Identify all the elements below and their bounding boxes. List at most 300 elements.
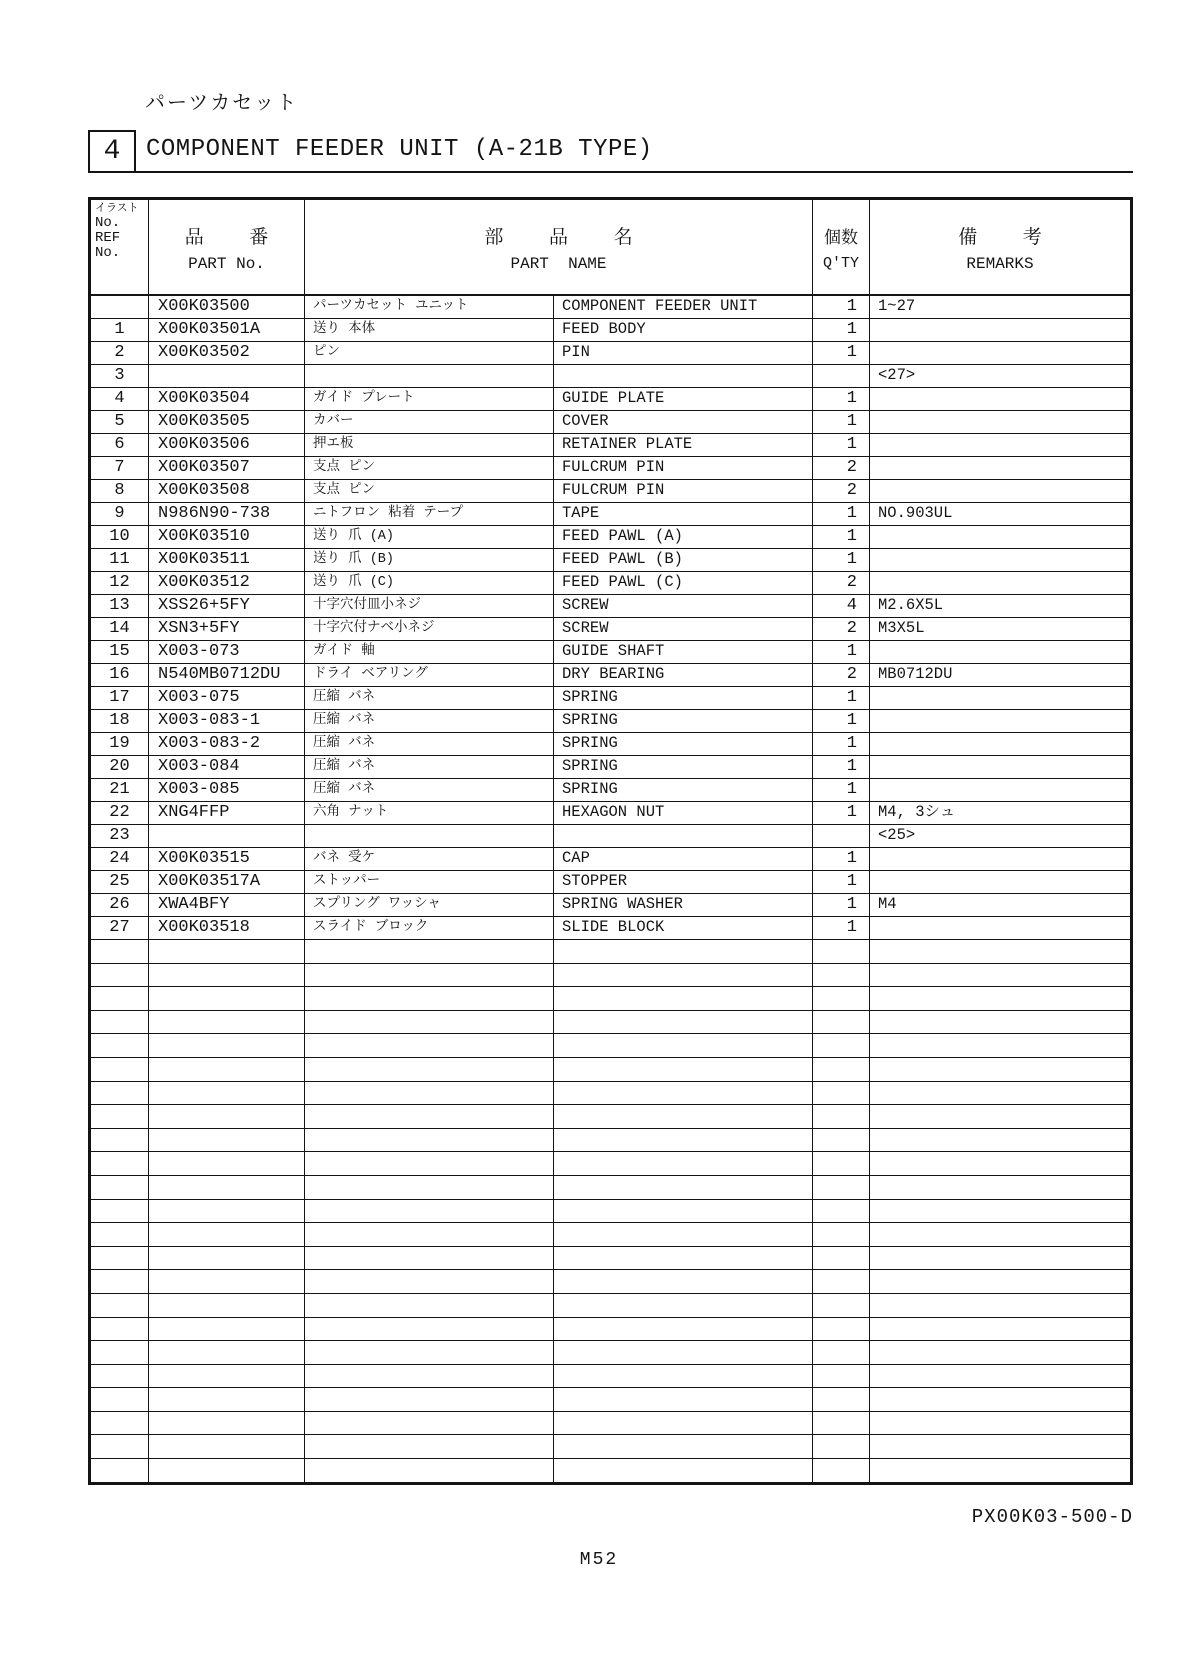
- part-name-en-cell: CAP: [554, 848, 813, 870]
- part-name-jp-cell: 支点 ピン: [305, 457, 554, 479]
- header-qty-en: Q'TY: [822, 254, 859, 272]
- part-no-cell: [149, 1129, 305, 1152]
- qty-cell: 2: [813, 572, 870, 594]
- ref-cell: 16: [91, 664, 149, 686]
- part-name-en-cell: [554, 1082, 813, 1105]
- ref-cell: 6: [91, 434, 149, 456]
- table-row: [91, 526, 1130, 549]
- ref-cell: 11: [91, 549, 149, 571]
- part-name-jp-cell: [305, 1223, 554, 1246]
- ref-cell: 9: [91, 503, 149, 525]
- ref-cell: [91, 1270, 149, 1293]
- qty-cell: [813, 1058, 870, 1081]
- part-name-jp-cell: ドライ ベアリング: [305, 664, 554, 686]
- header-qty-jp: 個数: [824, 229, 858, 249]
- remarks-cell: [870, 1152, 1130, 1175]
- table-row: [91, 1294, 1130, 1318]
- qty-cell: [813, 1034, 870, 1057]
- qty-cell: [813, 1270, 870, 1293]
- remarks-cell: [870, 457, 1130, 479]
- parts-table: [88, 197, 1133, 1485]
- remarks-cell: [870, 549, 1130, 571]
- part-no-cell: X00K03517A: [149, 871, 305, 893]
- table-row: [91, 710, 1130, 733]
- qty-cell: 1: [813, 894, 870, 916]
- part-name-jp-cell: [305, 1152, 554, 1175]
- qty-cell: [813, 1105, 870, 1128]
- ref-cell: [91, 1200, 149, 1223]
- qty-cell: [813, 1365, 870, 1388]
- part-name-jp-cell: ストッパー: [305, 871, 554, 893]
- part-no-cell: X00K03518: [149, 917, 305, 939]
- qty-cell: [813, 825, 870, 847]
- section-title: COMPONENT FEEDER UNIT (A-21B TYPE): [146, 136, 653, 163]
- part-name-en-cell: SPRING: [554, 687, 813, 709]
- qty-cell: 1: [813, 526, 870, 548]
- part-name-en-cell: [554, 1011, 813, 1034]
- part-no-cell: X003-083-1: [149, 710, 305, 732]
- part-name-en-cell: SPRING WASHER: [554, 894, 813, 916]
- remarks-cell: [870, 917, 1130, 939]
- remarks-cell: [870, 480, 1130, 502]
- part-name-en-cell: [554, 1388, 813, 1411]
- table-row: [91, 595, 1130, 618]
- part-name-en-cell: FEED PAWL (C): [554, 572, 813, 594]
- remarks-cell: [870, 1388, 1130, 1411]
- remarks-cell: [870, 1459, 1130, 1482]
- ref-cell: [91, 1034, 149, 1057]
- part-name-en-cell: TAPE: [554, 503, 813, 525]
- qty-cell: [813, 987, 870, 1010]
- header-remarks-en: REMARKS: [966, 254, 1034, 273]
- table-row: [91, 825, 1130, 848]
- part-name-jp-cell: スプリング ワッシャ: [305, 894, 554, 916]
- ref-cell: 23: [91, 825, 149, 847]
- part-no-cell: N540MB0712DU: [149, 664, 305, 686]
- ref-cell: [91, 1176, 149, 1199]
- ref-cell: 19: [91, 733, 149, 755]
- table-row: [91, 480, 1130, 503]
- part-name-jp-cell: [305, 1294, 554, 1317]
- part-no-cell: [149, 1105, 305, 1128]
- remarks-cell: [870, 871, 1130, 893]
- part-name-jp-cell: [305, 1129, 554, 1152]
- part-name-jp-cell: バネ 受ケ: [305, 848, 554, 870]
- header-part-name-jp: 部 品 名: [484, 226, 633, 249]
- part-name-jp-cell: 圧縮 バネ: [305, 756, 554, 778]
- ref-cell: 17: [91, 687, 149, 709]
- ref-cell: [91, 1365, 149, 1388]
- part-no-cell: X00K03511: [149, 549, 305, 571]
- part-name-en-cell: FULCRUM PIN: [554, 457, 813, 479]
- part-no-cell: [149, 365, 305, 387]
- part-name-en-cell: COVER: [554, 411, 813, 433]
- remarks-cell: [870, 1294, 1130, 1317]
- table-row: [91, 1034, 1130, 1058]
- qty-cell: 1: [813, 411, 870, 433]
- table-row: [91, 664, 1130, 687]
- qty-cell: 1: [813, 779, 870, 801]
- ref-cell: 22: [91, 802, 149, 824]
- qty-cell: 2: [813, 480, 870, 502]
- part-name-en-cell: SPRING: [554, 756, 813, 778]
- header-ref-line-no2: No.: [95, 245, 121, 261]
- part-no-cell: X00K03500: [149, 296, 305, 318]
- part-name-en-cell: [554, 1200, 813, 1223]
- table-row: [91, 1152, 1130, 1176]
- part-no-cell: X003-084: [149, 756, 305, 778]
- part-no-cell: [149, 1270, 305, 1293]
- table-row: [91, 641, 1130, 664]
- part-name-en-cell: PIN: [554, 342, 813, 364]
- remarks-cell: [870, 1365, 1130, 1388]
- section-number-box: [88, 130, 136, 173]
- part-name-jp-cell: 圧縮 バネ: [305, 710, 554, 732]
- part-name-en-cell: GUIDE SHAFT: [554, 641, 813, 663]
- remarks-cell: [870, 1223, 1130, 1246]
- part-name-jp-cell: [305, 1105, 554, 1128]
- part-name-jp-cell: 六角 ナット: [305, 802, 554, 824]
- remarks-cell: [870, 1058, 1130, 1081]
- ref-cell: [91, 1459, 149, 1482]
- header-qty: [813, 200, 870, 294]
- table-row: [91, 296, 1130, 319]
- ref-cell: [91, 1388, 149, 1411]
- table-row: [91, 434, 1130, 457]
- part-name-en-cell: [554, 1435, 813, 1458]
- ref-cell: 25: [91, 871, 149, 893]
- part-name-en-cell: [554, 825, 813, 847]
- remarks-cell: [870, 526, 1130, 548]
- part-name-jp-cell: 圧縮 バネ: [305, 733, 554, 755]
- part-name-en-cell: [554, 940, 813, 963]
- part-name-en-cell: DRY BEARING: [554, 664, 813, 686]
- table-row: [91, 411, 1130, 434]
- table-row: [91, 871, 1130, 894]
- part-name-en-cell: HEXAGON NUT: [554, 802, 813, 824]
- qty-cell: [813, 940, 870, 963]
- part-name-jp-cell: 十字穴付ナベ小ネジ: [305, 618, 554, 640]
- part-name-jp-cell: 押エ板: [305, 434, 554, 456]
- table-row: [91, 940, 1130, 964]
- ref-cell: 15: [91, 641, 149, 663]
- qty-cell: [813, 1247, 870, 1270]
- ref-cell: 1: [91, 319, 149, 341]
- part-name-jp-cell: [305, 1341, 554, 1364]
- part-no-cell: [149, 1058, 305, 1081]
- part-name-jp-cell: [305, 1176, 554, 1199]
- part-no-cell: [149, 964, 305, 987]
- part-name-en-cell: [554, 1318, 813, 1341]
- ref-cell: 4: [91, 388, 149, 410]
- part-name-jp-cell: [305, 987, 554, 1010]
- part-name-en-cell: [554, 964, 813, 987]
- part-name-jp-cell: 支点 ピン: [305, 480, 554, 502]
- qty-cell: [813, 1152, 870, 1175]
- remarks-cell: [870, 1412, 1130, 1435]
- part-name-en-cell: SLIDE BLOCK: [554, 917, 813, 939]
- remarks-cell: [870, 964, 1130, 987]
- ref-cell: 2: [91, 342, 149, 364]
- remarks-cell: [870, 1270, 1130, 1293]
- part-name-jp-cell: [305, 1365, 554, 1388]
- table-row: [91, 572, 1130, 595]
- footer-page-number: M52: [579, 1550, 619, 1570]
- part-no-cell: X00K03507: [149, 457, 305, 479]
- header-remarks: [870, 200, 1130, 294]
- ref-cell: [91, 940, 149, 963]
- part-no-cell: [149, 1341, 305, 1364]
- remarks-cell: [870, 342, 1130, 364]
- part-name-jp-cell: 送り 本体: [305, 319, 554, 341]
- part-name-en-cell: [554, 1412, 813, 1435]
- part-name-en-cell: [554, 1247, 813, 1270]
- remarks-cell: [870, 411, 1130, 433]
- ref-cell: [91, 1412, 149, 1435]
- ref-cell: 18: [91, 710, 149, 732]
- table-body: [91, 296, 1130, 1482]
- part-name-en-cell: [554, 1105, 813, 1128]
- table-row: [91, 1058, 1130, 1082]
- table-row: [91, 1082, 1130, 1106]
- ref-cell: 13: [91, 595, 149, 617]
- header-ref-line-ref: REF: [95, 230, 121, 246]
- part-name-jp-cell: 圧縮 バネ: [305, 687, 554, 709]
- part-name-jp-cell: パーツカセット ユニット: [305, 296, 554, 318]
- qty-cell: 1: [813, 342, 870, 364]
- part-name-en-cell: SPRING: [554, 733, 813, 755]
- header-part-no-jp: 品 番: [184, 226, 269, 249]
- remarks-cell: [870, 687, 1130, 709]
- qty-cell: 1: [813, 848, 870, 870]
- part-name-jp-cell: [305, 1318, 554, 1341]
- remarks-cell: MB0712DU: [878, 665, 953, 683]
- qty-cell: 1: [813, 733, 870, 755]
- part-no-cell: X00K03510: [149, 526, 305, 548]
- qty-cell: [813, 1129, 870, 1152]
- ref-cell: [91, 1152, 149, 1175]
- qty-cell: 1: [813, 756, 870, 778]
- page-kana-title: パーツカセット: [145, 93, 299, 116]
- part-name-en-cell: STOPPER: [554, 871, 813, 893]
- table-row: [91, 549, 1130, 572]
- part-name-en-cell: [554, 1270, 813, 1293]
- remarks-cell: [870, 319, 1130, 341]
- remarks-cell: NO.903UL: [878, 504, 953, 522]
- part-no-cell: [149, 1435, 305, 1458]
- remarks-cell: [870, 733, 1130, 755]
- part-no-cell: [149, 1247, 305, 1270]
- part-name-jp-cell: [305, 825, 554, 847]
- part-name-en-cell: SCREW: [554, 618, 813, 640]
- part-name-jp-cell: ガイド 軸: [305, 641, 554, 663]
- table-row: [91, 457, 1130, 480]
- part-name-jp-cell: [305, 1082, 554, 1105]
- part-name-jp-cell: [305, 1247, 554, 1270]
- remarks-cell: [870, 710, 1130, 732]
- part-no-cell: [149, 1223, 305, 1246]
- qty-cell: 2: [813, 618, 870, 640]
- part-no-cell: XNG4FFP: [149, 802, 305, 824]
- remarks-cell: [870, 1129, 1130, 1152]
- header-ref-line-no1: No.: [95, 215, 121, 231]
- ref-cell: [91, 1435, 149, 1458]
- remarks-cell: 1~27: [878, 297, 916, 315]
- part-no-cell: X003-075: [149, 687, 305, 709]
- table-header-row: [91, 200, 1130, 296]
- table-row: [91, 848, 1130, 871]
- qty-cell: [813, 1223, 870, 1246]
- remarks-cell: [870, 756, 1130, 778]
- part-name-en-cell: [554, 1365, 813, 1388]
- part-name-en-cell: [554, 365, 813, 387]
- part-name-en-cell: [554, 987, 813, 1010]
- remarks-cell: <27>: [878, 366, 916, 384]
- part-name-jp-cell: [305, 964, 554, 987]
- remarks-cell: [870, 1082, 1130, 1105]
- table-row: [91, 1388, 1130, 1412]
- part-no-cell: [149, 1082, 305, 1105]
- part-no-cell: [149, 1388, 305, 1411]
- part-name-en-cell: COMPONENT FEEDER UNIT: [554, 296, 813, 318]
- part-name-jp-cell: 圧縮 バネ: [305, 779, 554, 801]
- table-row: [91, 917, 1130, 940]
- part-no-cell: X003-083-2: [149, 733, 305, 755]
- part-name-jp-cell: ニトフロン 粘着 テープ: [305, 503, 554, 525]
- part-no-cell: X00K03512: [149, 572, 305, 594]
- part-name-en-cell: [554, 1152, 813, 1175]
- remarks-cell: M2.6X5L: [878, 596, 944, 614]
- ref-cell: 14: [91, 618, 149, 640]
- part-name-en-cell: FULCRUM PIN: [554, 480, 813, 502]
- ref-cell: 21: [91, 779, 149, 801]
- remarks-cell: [870, 1318, 1130, 1341]
- part-name-en-cell: SPRING: [554, 779, 813, 801]
- part-no-cell: X00K03504: [149, 388, 305, 410]
- part-name-jp-cell: [305, 1412, 554, 1435]
- ref-cell: 10: [91, 526, 149, 548]
- header-ref-no: [91, 200, 149, 294]
- ref-cell: 8: [91, 480, 149, 502]
- table-row: [91, 503, 1130, 526]
- part-no-cell: XSN3+5FY: [149, 618, 305, 640]
- table-row: [91, 1341, 1130, 1365]
- part-no-cell: [149, 1412, 305, 1435]
- qty-cell: 1: [813, 871, 870, 893]
- table-row: [91, 388, 1130, 411]
- remarks-cell: [870, 434, 1130, 456]
- part-no-cell: [149, 1365, 305, 1388]
- remarks-cell: [870, 848, 1130, 870]
- table-row: [91, 1270, 1130, 1294]
- part-no-cell: [149, 1459, 305, 1482]
- remarks-cell: [870, 388, 1130, 410]
- header-part-name: [305, 200, 813, 294]
- ref-cell: [91, 296, 149, 318]
- qty-cell: 1: [813, 802, 870, 824]
- part-no-cell: [149, 825, 305, 847]
- header-part-no-en: PART No.: [188, 254, 265, 273]
- part-name-jp-cell: [305, 1011, 554, 1034]
- qty-cell: [813, 1176, 870, 1199]
- part-name-jp-cell: 送り 爪 (B): [305, 549, 554, 571]
- ref-cell: 24: [91, 848, 149, 870]
- part-name-en-cell: [554, 1223, 813, 1246]
- remarks-cell: [870, 987, 1130, 1010]
- part-no-cell: [149, 1318, 305, 1341]
- qty-cell: 1: [813, 710, 870, 732]
- part-name-en-cell: GUIDE PLATE: [554, 388, 813, 410]
- part-name-en-cell: [554, 1176, 813, 1199]
- part-no-cell: [149, 1034, 305, 1057]
- header-ref-line-jp: イラスト: [95, 203, 139, 215]
- remarks-cell: [870, 1034, 1130, 1057]
- qty-cell: 1: [813, 917, 870, 939]
- remarks-cell: [870, 1247, 1130, 1270]
- table-row: [91, 1412, 1130, 1436]
- ref-cell: [91, 1105, 149, 1128]
- table-row: [91, 1105, 1130, 1129]
- table-row: [91, 733, 1130, 756]
- table-row: [91, 687, 1130, 710]
- part-no-cell: [149, 1294, 305, 1317]
- part-no-cell: X00K03501A: [149, 319, 305, 341]
- part-name-jp-cell: [305, 365, 554, 387]
- table-row: [91, 342, 1130, 365]
- qty-cell: [813, 1200, 870, 1223]
- qty-cell: [813, 365, 870, 387]
- ref-cell: [91, 1058, 149, 1081]
- remarks-cell: M4, 3シュ: [878, 803, 956, 821]
- part-name-jp-cell: [305, 1459, 554, 1482]
- qty-cell: 1: [813, 388, 870, 410]
- table-row: [91, 1200, 1130, 1224]
- qty-cell: 1: [813, 687, 870, 709]
- part-name-jp-cell: スライド ブロック: [305, 917, 554, 939]
- part-name-en-cell: [554, 1341, 813, 1364]
- table-row: [91, 1365, 1130, 1389]
- part-no-cell: N986N90-738: [149, 503, 305, 525]
- table-row: [91, 618, 1130, 641]
- header-remarks-jp: 備 考: [958, 226, 1042, 249]
- qty-cell: [813, 1388, 870, 1411]
- part-name-jp-cell: 送り 爪 (C): [305, 572, 554, 594]
- part-no-cell: [149, 1200, 305, 1223]
- part-name-en-cell: SPRING: [554, 710, 813, 732]
- part-no-cell: [149, 1176, 305, 1199]
- qty-cell: 1: [813, 641, 870, 663]
- part-name-jp-cell: [305, 940, 554, 963]
- qty-cell: 2: [813, 664, 870, 686]
- remarks-cell: [870, 572, 1130, 594]
- qty-cell: [813, 964, 870, 987]
- part-name-en-cell: [554, 1058, 813, 1081]
- table-row: [91, 1435, 1130, 1459]
- remarks-cell: [870, 1341, 1130, 1364]
- part-no-cell: [149, 987, 305, 1010]
- ref-cell: 5: [91, 411, 149, 433]
- table-row: [91, 756, 1130, 779]
- part-name-en-cell: FEED BODY: [554, 319, 813, 341]
- table-row: [91, 1176, 1130, 1200]
- table-row: [91, 1318, 1130, 1342]
- part-name-en-cell: FEED PAWL (B): [554, 549, 813, 571]
- remarks-cell: M4: [878, 895, 897, 913]
- part-no-cell: X00K03506: [149, 434, 305, 456]
- table-row: [91, 1011, 1130, 1035]
- table-row: [91, 964, 1130, 988]
- qty-cell: 1: [813, 319, 870, 341]
